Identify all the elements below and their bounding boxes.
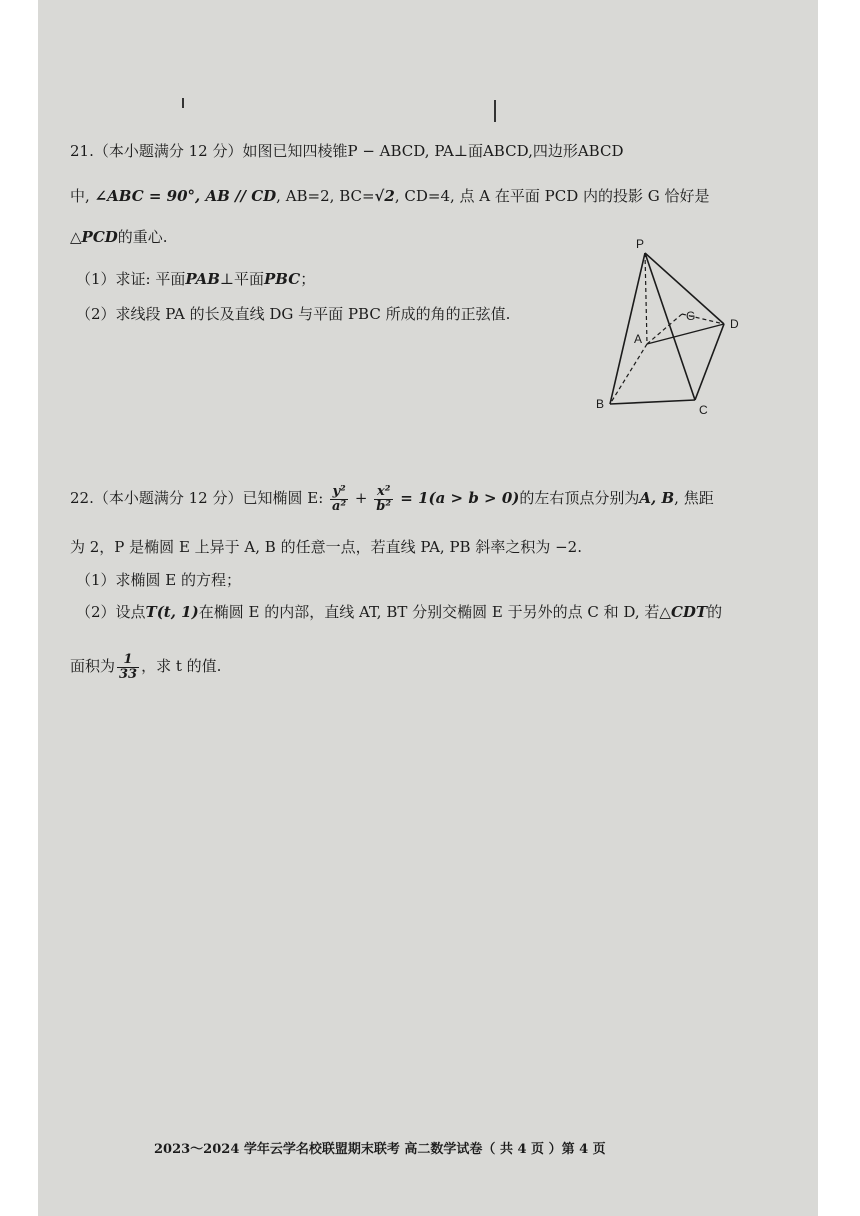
edge-bc — [610, 400, 695, 404]
label-d: D — [730, 317, 739, 331]
edge-pa — [645, 253, 647, 344]
q22-part2: （2）设点T(t, 1)在椭圆 E 的内部，直线 AT, BT 分别交椭圆 E 于另外的点 C 和 D, 若△CDT的 — [76, 603, 723, 621]
q22-line2: 为 2，P 是椭圆 E 上异于 A, B 的任意一点，若直线 PA, PB 斜率之积为 −2. — [70, 538, 582, 556]
q22-part1: （1）求椭圆 E 的方程； — [76, 571, 242, 589]
label-p: P — [636, 237, 645, 251]
label-g: G — [686, 309, 696, 323]
q21-line2: 中, ∠ABC = 90°, AB // CD, AB=2, BC=√2, CD=4, 点 A 在平面 PCD 内的投影 G 恰好是 — [70, 187, 710, 205]
fraction-x2-b2: $\frac{\text{x²}}{\text{b²}}$ — [376, 483, 392, 514]
pyramid-figure — [560, 228, 760, 418]
scan-mark — [182, 98, 184, 108]
label-b: B — [596, 397, 605, 411]
q22-line1: 22.（本小题满分 12 分）已知椭圆 E: $\frac{\text{y²}}{\text{a²}}$ + $\frac{\text{x²}}{\text{b²}}$ = 1(a > b > 0)的左右顶点分别为A, B, 焦距 — [70, 483, 714, 514]
q21-line1: 21.（本小题满分 12 分）如图已知四棱锥P − ABCD, PA⊥面ABCD,四边形ABCD — [70, 142, 624, 160]
edge-cd — [695, 324, 724, 400]
scan-mark — [494, 100, 496, 122]
q21-part1: （1）求证: 平面PAB⊥平面PBC； — [76, 270, 316, 288]
fraction-1-33: $\frac{1}{33}$ — [119, 651, 138, 682]
q21-part2: （2）求线段 PA 的长及直线 DG 与平面 PBC 所成的角的正弦值. — [76, 305, 511, 323]
q21-line3: △PCD的重心. — [70, 228, 168, 246]
edge-ab — [610, 344, 647, 404]
label-c: C — [699, 403, 708, 417]
label-a: A — [634, 332, 643, 346]
page-footer: 2023～2024 学年云学名校联盟期末联考 高二数学试卷（ 共 4 页 ）第 4 页 — [154, 1142, 606, 1157]
q22-line4: 面积为 $\frac{1}{33}$ ，求 t 的值. — [70, 651, 222, 682]
fraction-y2-a2: $\frac{\text{y²}}{\text{a²}}$ — [332, 483, 347, 514]
edge-pb — [610, 253, 645, 404]
